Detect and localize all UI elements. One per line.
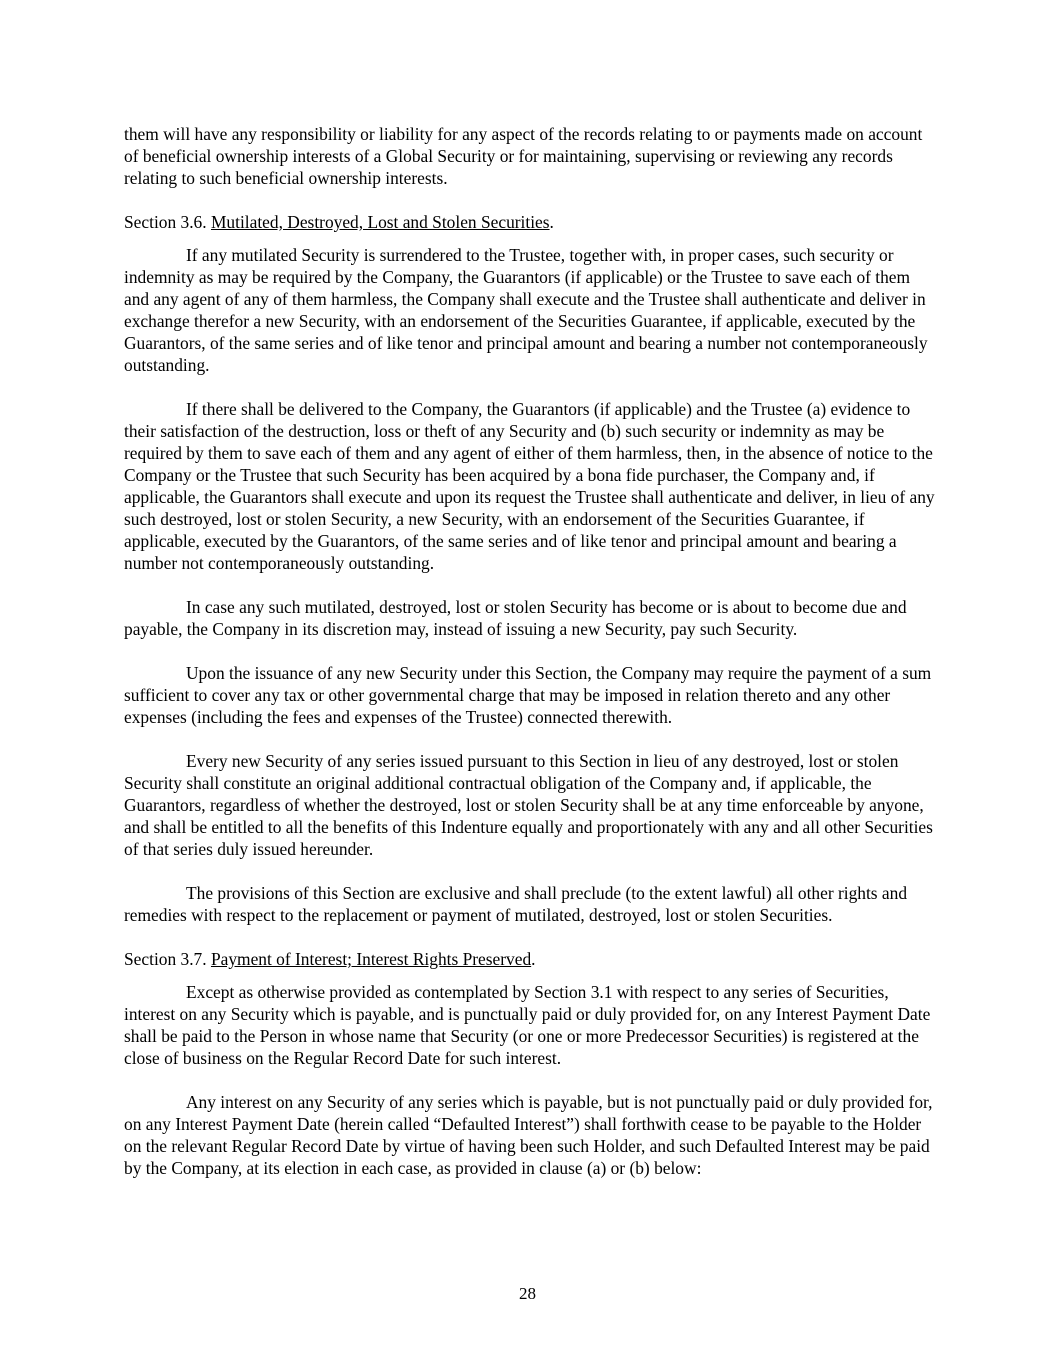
page-number: 28 (519, 1284, 536, 1303)
paragraph-continuation: them will have any responsibility or liability for any aspect of the records relating to or payments made on account of beneficial ownership interests of a Global Security or for maintaining, supervising or reviewing any records relating to such beneficial ownership interests. (124, 124, 923, 188)
section-3-6-heading (124, 211, 936, 233)
section-3-6-paragraph-6: The provisions of this Section are exclusive and shall preclude (to the extent lawful) all other rights and remedies with respect to the replacement or payment of mutilated, destroyed, lost or stolen Securities. (124, 883, 908, 925)
section-3-6-paragraph-4: Upon the issuance of any new Security under this Section, the Company may require the payment of a sum sufficient to cover any tax or other governmental charge that may be imposed in relation thereto and any other expenses (including the fees and expenses of the Trustee) connected therewith. (124, 663, 932, 727)
section-3-7-paragraph-2: Any interest on any Security of any series which is payable, but is not punctually paid or duly provided for, on any Interest Payment Date (herein called “Defaulted Interest”) shall forthwith cease to be payable to the Holder on the relevant Regular Record Date by virtue of having been such Holder, and such Defaulted Interest may be paid by the Company, at its election in each case, as provided in clause (a) or (b) below: (124, 1092, 933, 1178)
section-title-period: . (549, 212, 554, 232)
section-title-period: . (531, 949, 536, 969)
section-3-6-paragraph-5: Every new Security of any series issued pursuant to this Section in lieu of any destroyed, lost or stolen Security shall constitute an original additional contractual obligation of the Company and, if applicable, the Guarantors, regardless of whether the destroyed, lost or stolen Security shall be at any time enforceable by anyone, and shall be entitled to all the benefits of this Indenture equally and proportionately with any and all other Securities of that series duly issued hereunder. (124, 751, 933, 859)
section-3-6-paragraph-3: In case any such mutilated, destroyed, lost or stolen Security has become or is about to become due and payable, the Company in its discretion may, instead of issuing a new Security, pay such Security. (124, 597, 907, 639)
section-3-6-paragraph-2: If there shall be delivered to the Company, the Guarantors (if applicable) and the Trustee (a) evidence to their satisfaction of the destruction, loss or theft of any Security and (b) such security or indemnity as may be required by them to save each of them and any agent of either of them harmless, then, in the absence of notice to the Company or the Trustee that such Security has been acquired by a bona fide purchaser, the Company and, if applicable, the Guarantors shall execute and upon its request the Trustee shall authenticate and deliver, in lieu of any such destroyed, lost or stolen Security, a new Security, with an endorsement of the Securities Guarantee, if applicable, executed by the Guarantors, of the same series and of like tenor and principal amount and bearing a number not contemporaneously outstanding. (124, 399, 935, 573)
section-3-6-paragraph-1: If any mutilated Security is surrendered to the Trustee, together with, in proper cases, such security or indemnity as may be required by the Company, the Guarantors (if applicable) or the Trustee to save each of them and any agent of any of them harmless, the Company shall execute and the Trustee shall authenticate and deliver in exchange therefor a new Security, with an endorsement of the Securities Guarantee, if applicable, executed by the Guarantors, of the same series and of like tenor and principal amount and bearing a number not contemporaneously outstanding. (124, 245, 928, 375)
section-3-7-heading (124, 948, 936, 970)
section-3-7-paragraph-1: Except as otherwise provided as contemplated by Section 3.1 with respect to any series of Securities, interest on any Security which is payable, and is punctually paid or duly provided for, on any Interest Payment Date shall be paid to the Person in whose name that Security (or one or more Predecessor Securities) is registered at the close of business on the Regular Record Date for such interest. (124, 982, 931, 1068)
section-number: Section 3.7. (124, 949, 207, 969)
section-title: Mutilated, Destroyed, Lost and Stolen Securities (210, 212, 550, 232)
page-body (124, 123, 936, 1201)
section-title: Payment of Interest; Interest Rights Preserved (210, 949, 532, 969)
section-number: Section 3.6. (124, 212, 207, 232)
